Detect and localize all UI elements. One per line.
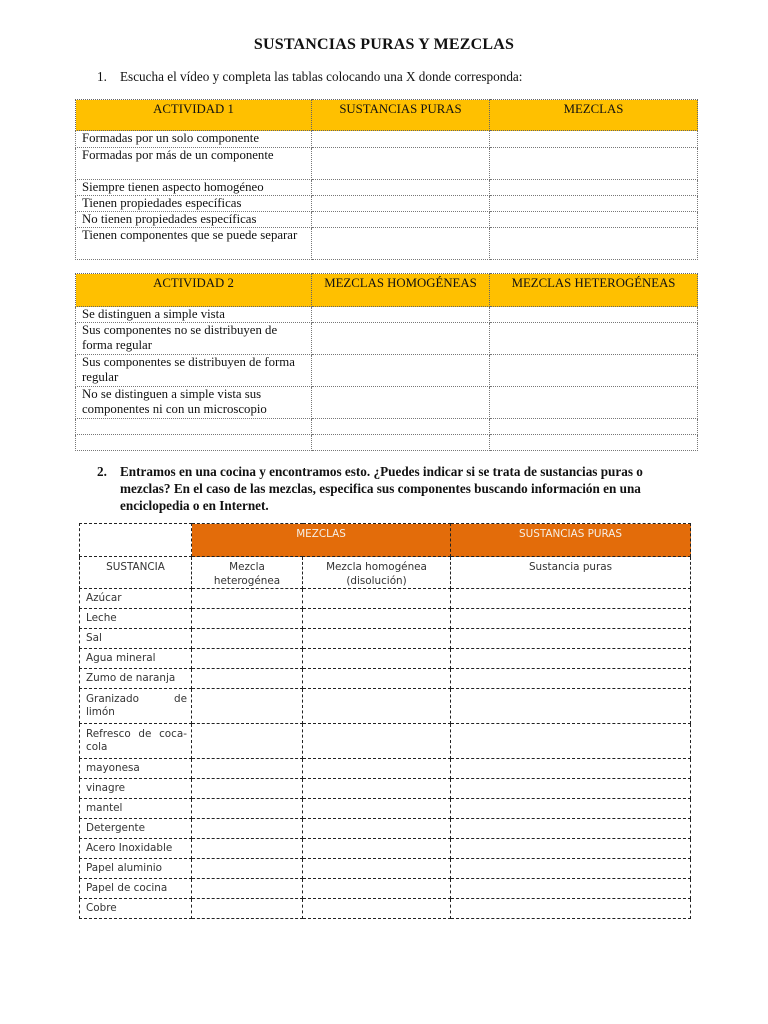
answer-cell[interactable] <box>192 589 303 609</box>
answer-cell[interactable] <box>303 759 451 779</box>
answer-cell[interactable] <box>303 629 451 649</box>
answer-cell[interactable] <box>192 669 303 689</box>
answer-cell[interactable] <box>451 609 691 629</box>
activity-2-row-label: Sus componentes se distribuyen de forma regular <box>76 355 312 387</box>
activity-1-col-mezclas: MEZCLAS <box>490 100 698 131</box>
substance-name: Cobre <box>80 899 192 919</box>
activity-2-row-label: Sus componentes no se distribuyen de forma regular <box>76 323 312 355</box>
answer-cell[interactable] <box>303 819 451 839</box>
answer-cell[interactable] <box>312 355 490 387</box>
answer-cell[interactable] <box>451 724 691 759</box>
answer-cell[interactable] <box>312 419 490 435</box>
answer-cell[interactable] <box>490 387 698 419</box>
answer-cell[interactable] <box>312 307 490 323</box>
answer-cell[interactable] <box>192 629 303 649</box>
answer-cell[interactable] <box>192 689 303 724</box>
activity-1-row-label: No tienen propiedades específicas <box>76 212 312 228</box>
substance-name: Acero Inoxidable <box>80 839 192 859</box>
answer-cell[interactable] <box>303 669 451 689</box>
answer-cell[interactable] <box>490 419 698 435</box>
answer-cell[interactable] <box>490 131 698 148</box>
question-1 <box>97 68 657 85</box>
answer-cell[interactable] <box>312 228 490 260</box>
substance-name: vinagre <box>80 779 192 799</box>
answer-cell[interactable] <box>312 323 490 355</box>
answer-cell[interactable] <box>490 212 698 228</box>
col-sustancia-pura: Sustancia puras <box>451 557 691 589</box>
answer-cell[interactable] <box>303 839 451 859</box>
answer-cell[interactable] <box>303 609 451 629</box>
substance-name: Refresco de coca-cola <box>80 724 192 759</box>
answer-cell[interactable] <box>451 629 691 649</box>
substance-name: Leche <box>80 609 192 629</box>
question-1-number: 1. <box>97 69 107 84</box>
answer-cell[interactable] <box>451 649 691 669</box>
col-mezcla-heterogenea: Mezcla heterogénea <box>192 557 303 589</box>
answer-cell[interactable] <box>490 307 698 323</box>
activity-1-header: ACTIVIDAD 1 <box>76 100 312 131</box>
activity-2-row-label <box>76 435 312 451</box>
activity-1-row-label: Formadas por un solo componente <box>76 131 312 148</box>
answer-cell[interactable] <box>451 669 691 689</box>
answer-cell[interactable] <box>490 435 698 451</box>
answer-cell[interactable] <box>303 724 451 759</box>
answer-cell[interactable] <box>490 355 698 387</box>
answer-cell[interactable] <box>451 589 691 609</box>
substance-name: Azúcar <box>80 589 192 609</box>
substance-name: mantel <box>80 799 192 819</box>
page-title: SUSTANCIAS PURAS Y MEZCLAS <box>253 36 515 53</box>
question-1-text: Escucha el vídeo y completa las tablas colocando una X donde corresponda: <box>120 69 523 84</box>
answer-cell[interactable] <box>451 859 691 879</box>
substance-name: Agua mineral <box>80 649 192 669</box>
group-header-mezclas: MEZCLAS <box>192 524 451 557</box>
answer-cell[interactable] <box>312 387 490 419</box>
answer-cell[interactable] <box>192 879 303 899</box>
answer-cell[interactable] <box>451 689 691 724</box>
answer-cell[interactable] <box>303 779 451 799</box>
substance-name: Granizado de limón <box>80 689 192 724</box>
answer-cell[interactable] <box>490 228 698 260</box>
answer-cell[interactable] <box>312 435 490 451</box>
answer-cell[interactable] <box>303 589 451 609</box>
answer-cell[interactable] <box>490 196 698 212</box>
question-2-text: Entramos en una cocina y encontramos esto. ¿Puedes indicar si se trata de sustancias puras o mezclas? En el caso de las mezclas, especifica sus componentes buscando información en una enciclopedia o en Internet. <box>120 464 643 513</box>
answer-cell[interactable] <box>312 196 490 212</box>
kitchen-table <box>79 523 691 919</box>
substance-name: Detergente <box>80 819 192 839</box>
activity-1-row-label: Tienen propiedades específicas <box>76 196 312 212</box>
answer-cell[interactable] <box>312 131 490 148</box>
substance-name: Zumo de naranja <box>80 669 192 689</box>
answer-cell[interactable] <box>451 819 691 839</box>
answer-cell[interactable] <box>192 859 303 879</box>
answer-cell[interactable] <box>303 859 451 879</box>
answer-cell[interactable] <box>192 799 303 819</box>
question-2-number: 2. <box>97 464 107 479</box>
answer-cell[interactable] <box>192 759 303 779</box>
answer-cell[interactable] <box>192 724 303 759</box>
substance-name: Papel aluminio <box>80 859 192 879</box>
answer-cell[interactable] <box>192 899 303 919</box>
answer-cell[interactable] <box>303 799 451 819</box>
activity-2-col-homogeneas: MEZCLAS HOMOGÉNEAS <box>312 274 490 307</box>
answer-cell[interactable] <box>451 799 691 819</box>
activity-1-row-label: Siempre tienen aspecto homogéneo <box>76 180 312 196</box>
activity-2-table <box>75 273 698 451</box>
empty-corner-cell <box>80 524 192 557</box>
activity-1-row-label: Formadas por más de un componente <box>76 148 312 180</box>
answer-cell[interactable] <box>451 779 691 799</box>
answer-cell[interactable] <box>312 180 490 196</box>
substance-name: Papel de cocina <box>80 879 192 899</box>
answer-cell[interactable] <box>192 649 303 669</box>
activity-1-row-label: Tienen componentes que se puede separar <box>76 228 312 260</box>
substance-name: Sal <box>80 629 192 649</box>
activity-2-col-heterogeneas: MEZCLAS HETEROGÉNEAS <box>490 274 698 307</box>
activity-2-row-label <box>76 419 312 435</box>
group-header-sustancias-puras: SUSTANCIAS PURAS <box>451 524 691 557</box>
answer-cell[interactable] <box>451 879 691 899</box>
answer-cell[interactable] <box>490 323 698 355</box>
answer-cell[interactable] <box>303 689 451 724</box>
answer-cell[interactable] <box>451 899 691 919</box>
activity-1-col-puras: SUSTANCIAS PURAS <box>312 100 490 131</box>
answer-cell[interactable] <box>192 839 303 859</box>
answer-cell[interactable] <box>192 609 303 629</box>
question-2 <box>97 463 697 515</box>
activity-2-row-label: Se distinguen a simple vista <box>76 307 312 323</box>
substance-name: mayonesa <box>80 759 192 779</box>
answer-cell[interactable] <box>192 779 303 799</box>
activity-1-table <box>75 99 698 260</box>
answer-cell[interactable] <box>312 212 490 228</box>
answer-cell[interactable] <box>451 759 691 779</box>
answer-cell[interactable] <box>303 649 451 669</box>
answer-cell[interactable] <box>312 148 490 180</box>
answer-cell[interactable] <box>451 839 691 859</box>
col-mezcla-homogenea: Mezcla homogénea (disolución) <box>303 557 451 589</box>
answer-cell[interactable] <box>303 879 451 899</box>
answer-cell[interactable] <box>490 148 698 180</box>
answer-cell[interactable] <box>490 180 698 196</box>
answer-cell[interactable] <box>192 819 303 839</box>
activity-2-row-label: No se distinguen a simple vista sus componentes ni con un microscopio <box>76 387 312 419</box>
activity-2-header: ACTIVIDAD 2 <box>76 274 312 307</box>
answer-cell[interactable] <box>303 899 451 919</box>
col-sustancia: SUSTANCIA <box>80 557 192 589</box>
